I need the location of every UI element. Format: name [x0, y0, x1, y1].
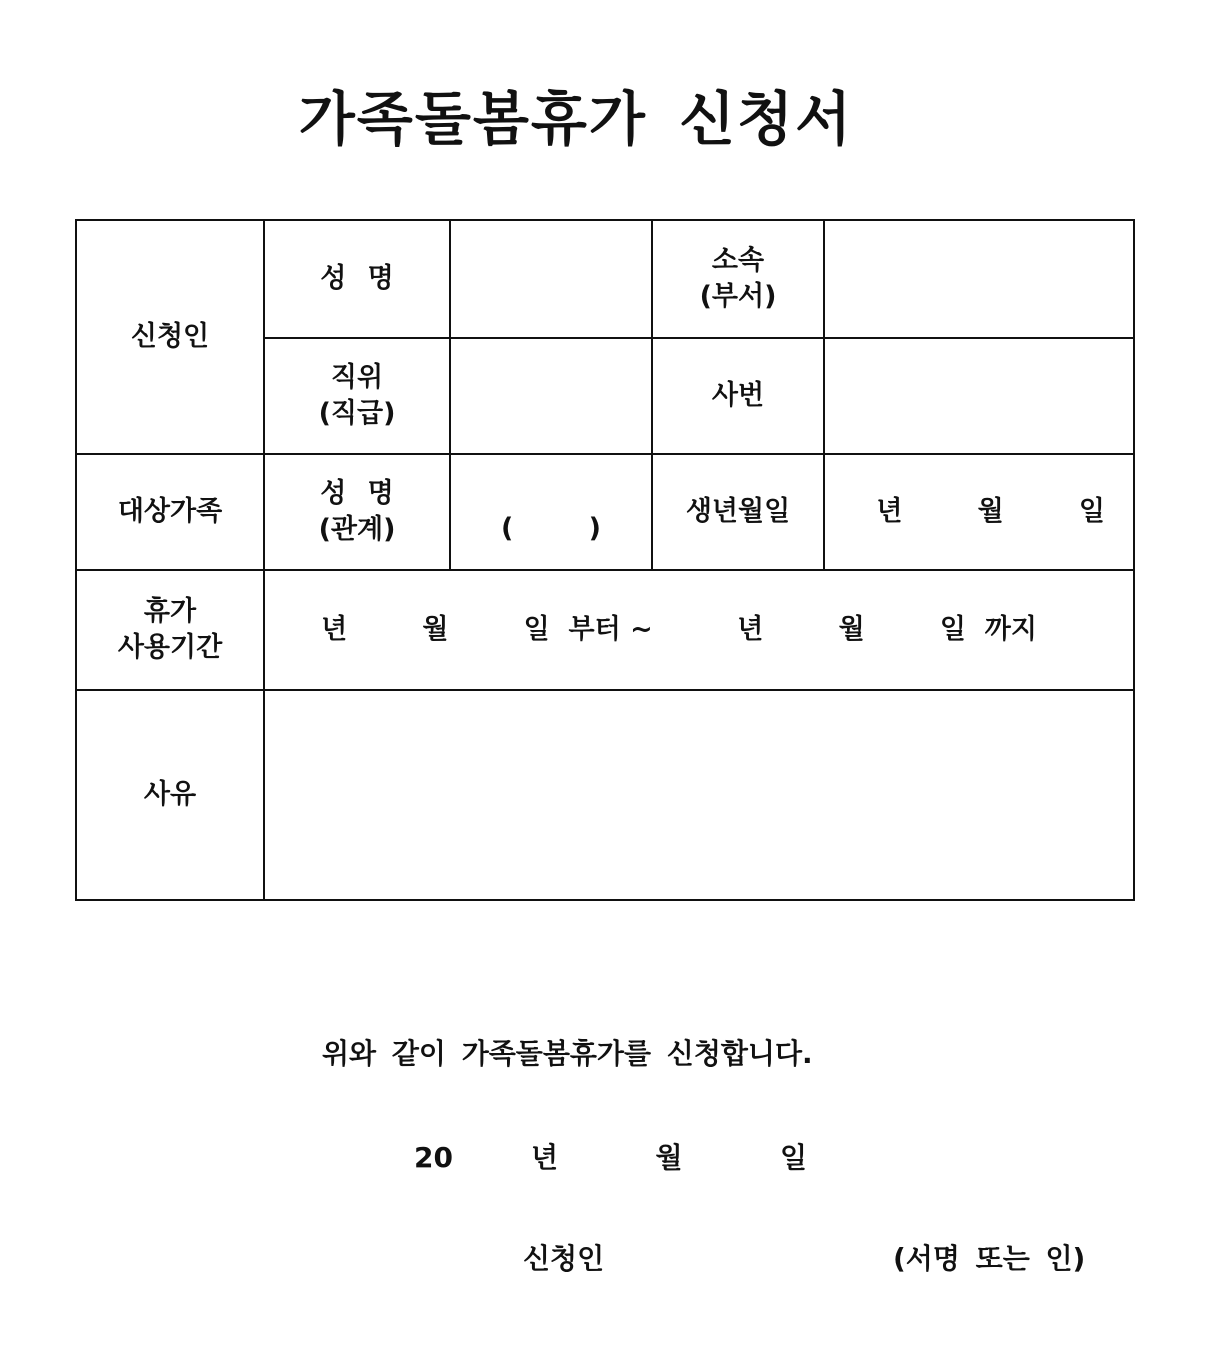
applicant-section-label: 신청인 — [76, 220, 264, 454]
relation-paren: ( ) — [501, 512, 601, 544]
applicant-sign-label: 신청인 — [523, 1242, 605, 1275]
dept-label-line2: (부서) — [699, 281, 777, 312]
family-section-label: 대상가족 — [76, 454, 264, 570]
applicant-name-field[interactable] — [450, 220, 652, 338]
signature-label: (서명 또는 인) — [893, 1242, 1086, 1275]
applicant-name-label: 성 명 — [264, 220, 450, 338]
period-row — [76, 570, 1134, 690]
page-title: 가족돌봄휴가 신청서 — [298, 85, 854, 153]
position-label-line2: (직급) — [318, 398, 396, 429]
period-field[interactable]: 년 월 일 부터 ~ 년 월 일 까지 — [264, 570, 1134, 690]
applicant-row-1 — [76, 220, 1134, 338]
position-field[interactable] — [450, 338, 652, 454]
dept-field[interactable] — [824, 220, 1134, 338]
dept-label — [652, 220, 824, 338]
family-name-label-line1: 성 명 — [320, 477, 394, 509]
emp-no-field[interactable] — [824, 338, 1134, 454]
date-line: 20 년 월 일 — [414, 1141, 808, 1174]
birth-label: 생년월일 — [652, 454, 824, 570]
application-form-table — [75, 219, 1135, 901]
family-name-label-line2: (관계) — [318, 514, 396, 545]
declaration-text: 위와 같이 가족돌봄휴가를 신청합니다. — [322, 1037, 813, 1070]
family-name-field[interactable] — [450, 454, 652, 570]
period-section-label — [76, 570, 264, 690]
emp-no-label: 사번 — [652, 338, 824, 454]
family-name-label — [264, 454, 450, 570]
dept-label-line1: 소속 — [711, 244, 765, 276]
period-label-line2: 사용기간 — [117, 632, 223, 663]
reason-section-label: 사유 — [76, 690, 264, 900]
reason-row — [76, 690, 1134, 900]
family-row — [76, 454, 1134, 570]
birth-field[interactable]: 년 월 일 — [824, 454, 1134, 570]
position-label-line1: 직위 — [330, 361, 384, 393]
reason-field[interactable] — [264, 690, 1134, 900]
period-label-line1: 휴가 — [143, 595, 197, 627]
position-label — [264, 338, 450, 454]
